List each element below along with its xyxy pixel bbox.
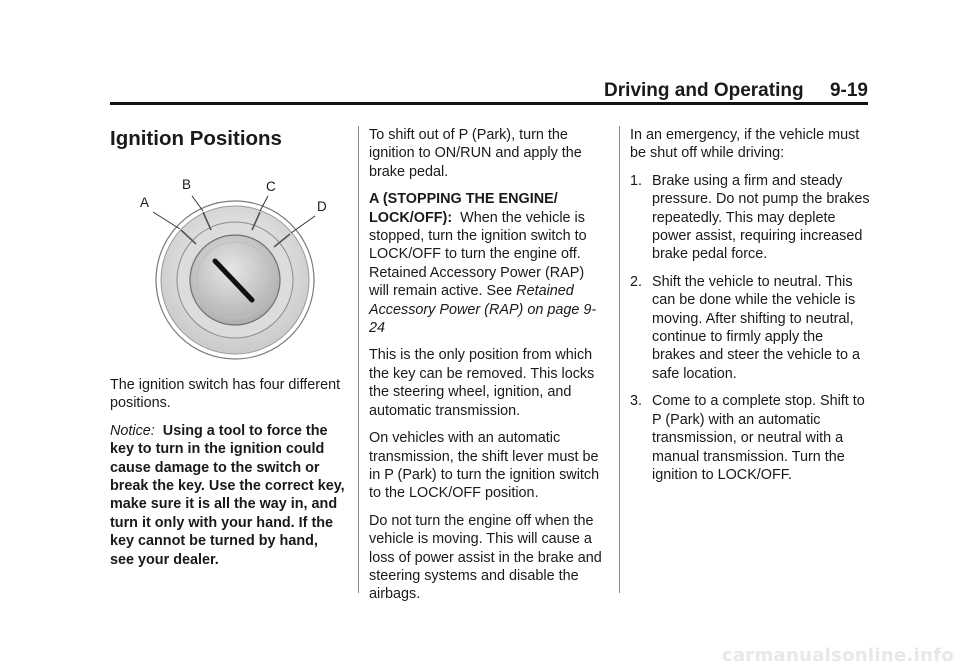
step-number: 1. [630, 172, 643, 189]
leader-a [153, 212, 180, 229]
automatic-transmission-paragraph: On vehicles with an automatic transmission, the shift lever must be in P (Park) to turn the ignition switch to the LOCK/OFF position. [369, 430, 600, 502]
notice-label: Notice: [110, 422, 155, 439]
position-label-c: C [266, 179, 276, 194]
position-label-d: D [317, 199, 327, 214]
intro-paragraph: The ignition switch has four different positions. [110, 377, 341, 412]
list-item [630, 273, 870, 383]
ignition-switch-diagram [110, 154, 345, 370]
park-paragraph: To shift out of P (Park), turn the ignition to ON/RUN and apply the brake pedal. [369, 127, 582, 180]
position-a-text: When the vehicle is stopped, turn the ignition switch to LOCK/OFF to turn the engine off. Retained Accessory Power (RAP) will remain active. See [369, 209, 587, 300]
column-divider-2 [619, 126, 620, 593]
ignition-switch-figure [110, 154, 345, 370]
column-2 [369, 126, 605, 613]
notice-paragraph [110, 422, 345, 569]
column-3 [630, 126, 870, 493]
leader-b [192, 196, 203, 211]
emergency-intro: In an emergency, if the vehicle must be shut off while driving: [630, 127, 860, 162]
leader-d [291, 216, 315, 233]
warning-paragraph: Do not turn the engine off when the vehicle is moving. This will cause a loss of power assist in the brake and steering systems and disable the airbags. [369, 512, 602, 603]
step-text: Come to a complete stop. Shift to P (Park) with an automatic transmission, or neutral with a manual transmission. Turn the ignition to LOCK/OFF. [652, 393, 865, 483]
rap-cross-reference: Retained Accessory Power (RAP) on page 9-24 [369, 283, 597, 337]
notice-text: Using a tool to force the key to turn in the ignition could cause damage to the switch or break the key. Use the correct key, make sure it is all the way in, and turn it only with your hand. If the key cannot be turned by hand, see your dealer. [110, 422, 345, 568]
step-text: Shift the vehicle to neutral. This can be done while the vehicle is moving. After shifting to neutral, continue to firmly apply the brakes and steer the vehicle to a safe location. [652, 273, 860, 382]
emergency-steps [630, 172, 870, 485]
position-a-paragraph [369, 190, 605, 337]
list-item [630, 172, 870, 264]
column-divider-1 [358, 126, 359, 593]
position-label-b: B [182, 177, 192, 192]
section-title: Ignition Positions [110, 127, 282, 150]
position-a-label: A (STOPPING THE ENGINE/ LOCK/OFF): [369, 191, 558, 226]
column-1 [110, 126, 345, 578]
position-label-a: A [140, 195, 150, 210]
page-header-title: Driving and Operating 9-19 [604, 80, 868, 101]
header-rule [110, 102, 868, 105]
step-text: Brake using a firm and steady pressure. Do not pump the brakes repeatedly. This may deplete power assist, requiring increased brake pedal force. [652, 172, 870, 263]
step-number: 2. [630, 273, 643, 290]
step-number: 3. [630, 393, 643, 410]
watermark: carmanualsonline.info [721, 645, 954, 666]
list-item [630, 392, 870, 484]
key-removal-paragraph: This is the only position from which the key can be removed. This locks the steering wheel, ignition, and automatic transmission. [369, 347, 595, 419]
